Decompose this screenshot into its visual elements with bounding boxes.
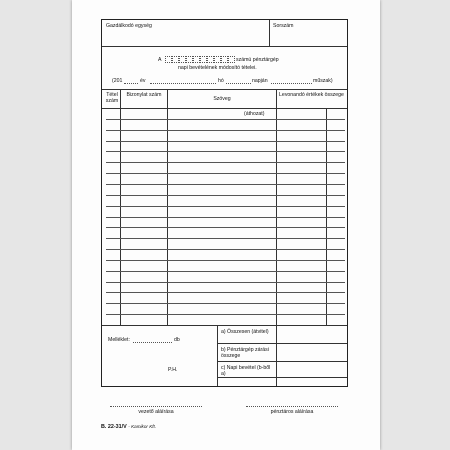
col-doc-no: Bizonylat szám [126,92,162,98]
number-box[interactable] [186,56,193,63]
number-box[interactable] [221,56,228,63]
month-label: hó [218,78,224,84]
table-row[interactable] [106,282,345,283]
table-row[interactable] [106,217,345,218]
sum-b-label: b) Pénztárgép zárási összege [221,347,269,359]
unit-label: Gazdálkodó egység [106,23,152,29]
shift-label: műszak) [313,78,333,84]
date-open: (201 [112,78,123,84]
year-field[interactable] [124,83,138,84]
day-field[interactable] [226,83,251,84]
table-row[interactable] [106,130,345,131]
form-border [101,19,348,387]
table-row[interactable] [106,195,345,196]
table-row[interactable] [106,119,345,120]
carry-over: (áthozat) [244,111,265,117]
publisher: - Kamikor Kft. [128,424,157,429]
number-box[interactable] [228,56,235,63]
table-row[interactable] [106,260,345,261]
table-row[interactable] [106,227,345,228]
number-box[interactable] [200,56,207,63]
table-row[interactable] [106,184,345,185]
cashier-signature-label: pénztáros aláírása [270,409,314,415]
sum-c-label: c) Napi bevétel (b-ből a) [221,365,271,377]
table-row[interactable] [106,173,345,174]
number-box[interactable] [207,56,214,63]
table-row[interactable] [106,238,345,239]
table-row[interactable] [106,292,345,293]
year-label: év [140,78,146,84]
table-row[interactable] [106,141,345,142]
shift-field[interactable] [271,83,312,84]
table-row[interactable] [106,206,345,207]
title-suffix: számú pénztárgép [236,57,279,63]
col-item-no: Tétel szám [105,92,119,104]
table-row[interactable] [106,314,345,315]
form-code [101,424,156,430]
col-text: Szöveg [213,96,231,102]
col-amount: Levonandó értékek összege [279,92,344,98]
stamp-label: P.H. [168,367,178,373]
title-line2: napi bevételének módosító tételei. [178,65,257,71]
attachment-label: Melléklet: [108,337,130,343]
cashier-signature-line[interactable] [246,406,338,407]
month-field[interactable] [150,83,216,84]
number-box[interactable] [172,56,179,63]
attachment-unit: db [174,337,180,343]
number-box[interactable] [165,56,172,63]
sum-a-label: a) Összesen (átvitel) [221,329,269,335]
manager-signature-line[interactable] [110,406,202,407]
number-box[interactable] [179,56,186,63]
title-prefix: A [158,57,162,63]
manager-signature-label: vezető aláírása [138,409,174,415]
number-box[interactable] [193,56,200,63]
day-label: napján [252,78,268,84]
table-row[interactable] [106,151,345,152]
table-row[interactable] [106,303,345,304]
serial-label: Sorszám [273,23,294,29]
form-code-number: B. 22-31/V [101,424,127,430]
attachment-count-field[interactable] [133,342,172,343]
table-row[interactable] [106,249,345,250]
table-row[interactable] [106,162,345,163]
number-box[interactable] [214,56,221,63]
table-row[interactable] [106,271,345,272]
